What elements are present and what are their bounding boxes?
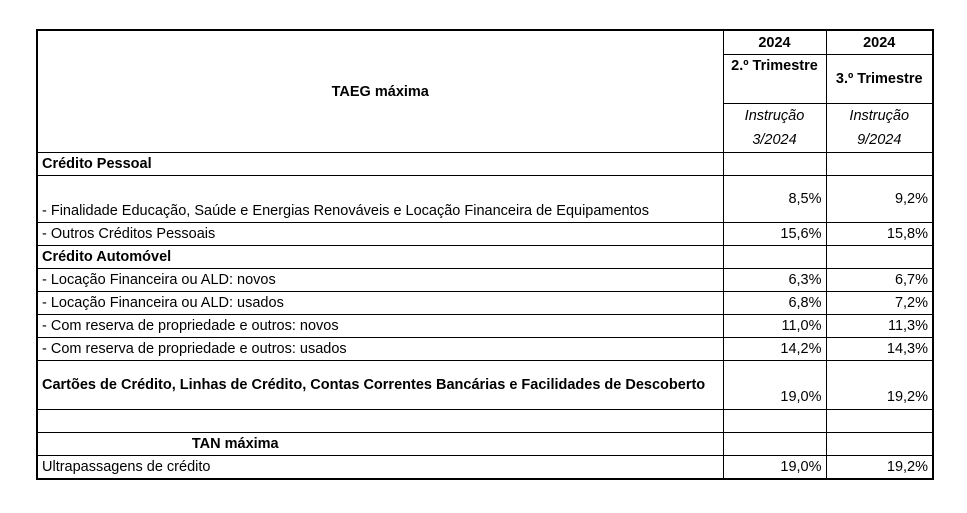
empty-row <box>37 410 933 433</box>
year-col-b: 2024 <box>826 30 933 55</box>
value-col-a: 15,6% <box>723 223 826 246</box>
value-col-b: 15,8% <box>826 223 933 246</box>
table-row <box>37 456 933 480</box>
value-col-a: 14,2% <box>723 338 826 361</box>
table-title: TAEG máxima <box>37 30 723 153</box>
row-label: Ultrapassagens de crédito <box>37 456 723 480</box>
table-row <box>37 338 933 361</box>
table-row <box>37 176 933 223</box>
value-col-a: 8,5% <box>723 176 826 223</box>
row-label: - Com reserva de propriedade e outros: novos <box>37 315 723 338</box>
table-row <box>37 292 933 315</box>
value-col-b: 9,2% <box>826 176 933 223</box>
row-label: - Locação Financeira ou ALD: usados <box>37 292 723 315</box>
instr-number-col-b: 9/2024 <box>826 128 933 153</box>
value-col-b: 14,3% <box>826 338 933 361</box>
year-col-a: 2024 <box>723 30 826 55</box>
row-label: - Outros Créditos Pessoais <box>37 223 723 246</box>
table-row <box>37 315 933 338</box>
table-row <box>37 269 933 292</box>
value-col-a: 19,0% <box>723 361 826 410</box>
quarter-col-b: 3.º Trimestre <box>826 55 933 104</box>
header-year-row <box>37 30 933 55</box>
tan-header-row <box>37 433 933 456</box>
value-col-b: 19,2% <box>826 361 933 410</box>
section-credito-automovel: Crédito Automóvel <box>37 246 723 269</box>
instr-label-col-b: Instrução <box>826 104 933 129</box>
value-col-a: 11,0% <box>723 315 826 338</box>
value-col-a: 6,3% <box>723 269 826 292</box>
row-label: - Finalidade Educação, Saúde e Energias Renováveis e Locação Financeira de Equipamentos <box>37 176 723 223</box>
section-credito-pessoal: Crédito Pessoal <box>37 153 723 176</box>
row-label: - Locação Financeira ou ALD: novos <box>37 269 723 292</box>
value-col-b: 6,7% <box>826 269 933 292</box>
table-row <box>37 223 933 246</box>
instr-number-col-a: 3/2024 <box>723 128 826 153</box>
table-row <box>37 361 933 410</box>
quarter-col-a: 2.º Trimestre <box>723 55 826 104</box>
rates-table <box>36 29 934 480</box>
section-row <box>37 153 933 176</box>
value-col-b: 11,3% <box>826 315 933 338</box>
instr-label-col-a: Instrução <box>723 104 826 129</box>
section-row <box>37 246 933 269</box>
value-col-b: 7,2% <box>826 292 933 315</box>
value-col-b: 19,2% <box>826 456 933 480</box>
value-col-a: 19,0% <box>723 456 826 480</box>
row-label: - Com reserva de propriedade e outros: usados <box>37 338 723 361</box>
section-cartoes: Cartões de Crédito, Linhas de Crédito, Contas Correntes Bancárias e Facilidades de Descoberto <box>37 361 723 410</box>
tan-title: TAN máxima <box>37 433 723 456</box>
value-col-a: 6,8% <box>723 292 826 315</box>
